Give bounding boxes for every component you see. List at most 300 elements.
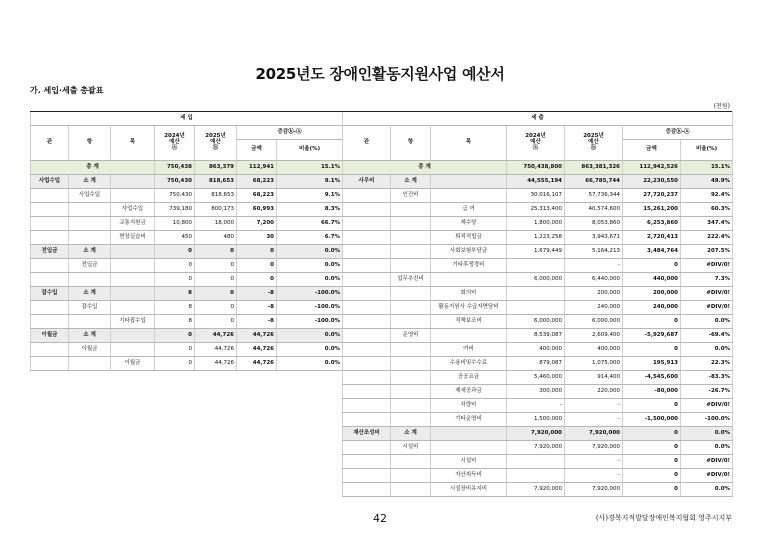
cell-mok: 회의비 xyxy=(431,287,507,301)
cell-gwan: 사업수입 xyxy=(31,175,69,189)
cell-hang xyxy=(391,469,431,483)
cell-hang xyxy=(391,357,431,371)
cell-2025: 818,653 xyxy=(195,189,237,203)
cell-mok xyxy=(111,273,155,287)
total-label: 총 계 xyxy=(343,161,507,175)
cell-2025: 66,785,744 xyxy=(565,175,623,189)
cell-amount: -80,000 xyxy=(623,385,681,399)
table-row xyxy=(343,217,733,231)
cell-amount: 0 xyxy=(623,483,681,497)
cell-2024: 0 xyxy=(155,329,195,343)
cell-hang xyxy=(391,203,431,217)
cell-amount: 0 xyxy=(623,441,681,455)
cell-ratio: 15.1% xyxy=(277,161,343,175)
cell-amount: 44,726 xyxy=(237,343,277,357)
table-row xyxy=(31,357,343,371)
cell-2024: 1,679,449 xyxy=(507,245,565,259)
cell-2024: 750,430 xyxy=(155,189,195,203)
cell-2024: 750,438 xyxy=(155,161,195,175)
cell-hang xyxy=(391,385,431,399)
table-row xyxy=(343,399,733,413)
cell-amount: 15,261,200 xyxy=(623,203,681,217)
cell-hang: 소 계 xyxy=(69,329,111,343)
col-mok: 목 xyxy=(431,126,507,161)
cell-ratio: -100.0% xyxy=(277,301,343,315)
cell-gwan: 사무비 xyxy=(343,175,391,189)
cell-ratio: -100.0% xyxy=(277,315,343,329)
cell-2025: 6,000,000 xyxy=(565,315,623,329)
income-body xyxy=(31,161,343,371)
cell-hang: 소 계 xyxy=(69,175,111,189)
cell-mok xyxy=(111,259,155,273)
cell-mok xyxy=(111,343,155,357)
cell-ratio: 0.0% xyxy=(681,343,733,357)
cell-amount: 6,253,860 xyxy=(623,217,681,231)
cell-mok: 수용비및수수료 xyxy=(431,357,507,371)
cell-2024: 5,460,000 xyxy=(507,371,565,385)
cell-mok: 직책보조비 xyxy=(431,315,507,329)
cell-hang xyxy=(391,371,431,385)
cell-ratio: 0.0% xyxy=(681,315,733,329)
cell-2025: - xyxy=(565,259,623,273)
cell-2024: 25,313,400 xyxy=(507,203,565,217)
cell-2025: 57,736,344 xyxy=(565,189,623,203)
col-hang: 항 xyxy=(391,126,431,161)
cell-2024 xyxy=(507,287,565,301)
cell-ratio: -83.3% xyxy=(681,371,733,385)
cell-amount: 0 xyxy=(623,343,681,357)
cell-mok: 사업수입 xyxy=(111,203,155,217)
cell-amount: -8 xyxy=(237,315,277,329)
cell-hang xyxy=(391,399,431,413)
cell-2025: 400,000 xyxy=(565,343,623,357)
col-mok: 목 xyxy=(111,126,155,161)
table-row xyxy=(343,385,733,399)
cell-mok: 교통지원금 xyxy=(111,217,155,231)
cell-amount: 0 xyxy=(237,259,277,273)
cell-amount: -4,545,600 xyxy=(623,371,681,385)
cell-gwan xyxy=(343,315,391,329)
expense-body xyxy=(343,161,733,497)
cell-gwan xyxy=(343,189,391,203)
cell-ratio: 0.0% xyxy=(277,259,343,273)
cell-hang xyxy=(391,343,431,357)
col-2024: 2024년 예산 ⓐ xyxy=(155,126,195,161)
cell-hang xyxy=(391,245,431,259)
cell-2024: 44,555,194 xyxy=(507,175,565,189)
cell-ratio: 0.0% xyxy=(277,357,343,371)
cell-mok xyxy=(431,189,507,203)
cell-2025: 3,943,671 xyxy=(565,231,623,245)
cell-mok: 여비 xyxy=(431,343,507,357)
cell-2025: 44,726 xyxy=(195,329,237,343)
section-subtitle: 가. 세입·세출 총괄표 xyxy=(30,86,104,95)
table-row xyxy=(31,273,343,287)
col-gwan: 관 xyxy=(343,126,391,161)
table-row xyxy=(343,273,733,287)
cell-ratio: 0.0% xyxy=(681,441,733,455)
cell-gwan xyxy=(31,259,69,273)
cell-gwan xyxy=(343,329,391,343)
table-row xyxy=(31,329,343,343)
cell-mok: 기타후생경비 xyxy=(431,259,507,273)
cell-2025: 0 xyxy=(195,245,237,259)
cell-amount: 112,942,526 xyxy=(623,161,681,175)
cell-amount: 7,200 xyxy=(237,217,277,231)
cell-ratio: 0.0% xyxy=(277,273,343,287)
table-row xyxy=(343,203,733,217)
cell-amount: 30 xyxy=(237,231,277,245)
cell-2024: 739,180 xyxy=(155,203,195,217)
cell-gwan xyxy=(343,273,391,287)
cell-hang: 운영비 xyxy=(391,329,431,343)
cell-mok: 활동지원사 수급자면담비 xyxy=(431,301,507,315)
cell-mok xyxy=(431,175,507,189)
cell-2024: 879,087 xyxy=(507,357,565,371)
cell-gwan xyxy=(343,413,391,427)
cell-ratio: 0.0% xyxy=(681,427,733,441)
cell-ratio: 7.3% xyxy=(681,273,733,287)
cell-2025: 200,000 xyxy=(565,287,623,301)
cell-2025: 7,920,000 xyxy=(565,427,623,441)
cell-2024: 0 xyxy=(155,259,195,273)
cell-2025: 0 xyxy=(195,273,237,287)
cell-gwan xyxy=(31,301,69,315)
cell-hang xyxy=(391,455,431,469)
cell-hang: 잡수입 xyxy=(69,301,111,315)
cell-mok xyxy=(431,441,507,455)
cell-ratio: 0.0% xyxy=(277,245,343,259)
cell-gwan xyxy=(31,217,69,231)
cell-2024: 0 xyxy=(155,273,195,287)
cell-2025: 6,440,000 xyxy=(565,273,623,287)
cell-hang xyxy=(391,413,431,427)
page-title: 2025년도 장애인활동지원사업 예산서 xyxy=(255,65,505,83)
cell-amount: 3,484,764 xyxy=(623,245,681,259)
cell-mok xyxy=(431,427,507,441)
cell-mok xyxy=(431,329,507,343)
cell-ratio: 8.3% xyxy=(277,203,343,217)
cell-mok: 퇴직적립금 xyxy=(431,231,507,245)
cell-2025: 1,075,000 xyxy=(565,357,623,371)
cell-mok: 기타잡수입 xyxy=(111,315,155,329)
cell-amount: 0 xyxy=(623,455,681,469)
cell-2024 xyxy=(507,301,565,315)
cell-mok: 이월금 xyxy=(111,357,155,371)
cell-gwan: 재산조성비 xyxy=(343,427,391,441)
cell-gwan xyxy=(343,287,391,301)
cell-amount: 0 xyxy=(623,399,681,413)
cell-2025: - xyxy=(565,399,623,413)
cell-gwan xyxy=(31,231,69,245)
cell-hang: 사업수입 xyxy=(69,189,111,203)
cell-ratio: -100.0% xyxy=(681,413,733,427)
cell-2025: 914,400 xyxy=(565,371,623,385)
col-gwan: 관 xyxy=(31,126,69,161)
cell-gwan xyxy=(343,371,391,385)
cell-2024: 1,800,000 xyxy=(507,217,565,231)
unit-label: (천원) xyxy=(713,103,730,110)
cell-amount: 0 xyxy=(237,245,277,259)
cell-mok: 급 여 xyxy=(431,203,507,217)
table-row xyxy=(31,301,343,315)
expense-table xyxy=(342,111,733,497)
cell-hang: 소 계 xyxy=(391,427,431,441)
income-header: 세 입 xyxy=(31,112,343,126)
table-row xyxy=(31,315,343,329)
cell-amount: 0 xyxy=(237,273,277,287)
cell-2025: 40,574,600 xyxy=(565,203,623,217)
expense-header: 세 출 xyxy=(343,112,733,126)
col-ratio: 비율(%) xyxy=(681,140,733,161)
cell-2025: 863,379 xyxy=(195,161,237,175)
cell-ratio: -100.0% xyxy=(277,287,343,301)
cell-gwan xyxy=(343,203,391,217)
cell-2025: 0 xyxy=(195,259,237,273)
cell-mok xyxy=(111,245,155,259)
cell-gwan xyxy=(343,469,391,483)
cell-gwan xyxy=(343,399,391,413)
cell-hang xyxy=(391,483,431,497)
table-row xyxy=(343,329,733,343)
table-row xyxy=(343,441,733,455)
table-row xyxy=(343,455,733,469)
cell-2025: 7,920,000 xyxy=(565,483,623,497)
cell-hang xyxy=(69,203,111,217)
cell-2024: 7,920,000 xyxy=(507,441,565,455)
cell-amount: 0 xyxy=(623,469,681,483)
col-hang: 항 xyxy=(69,126,111,161)
cell-amount: 112,941 xyxy=(237,161,277,175)
cell-mok: 현장실습비 xyxy=(111,231,155,245)
cell-2024: 6,000,000 xyxy=(507,315,565,329)
cell-2024: 450 xyxy=(155,231,195,245)
cell-2025: 220,000 xyxy=(565,385,623,399)
cell-ratio: 347.4% xyxy=(681,217,733,231)
cell-gwan xyxy=(31,189,69,203)
col-ratio: 비율(%) xyxy=(277,140,343,161)
cell-2024: 7,920,000 xyxy=(507,427,565,441)
cell-amount: 0 xyxy=(623,427,681,441)
cell-amount: 27,720,237 xyxy=(623,189,681,203)
cell-hang: 인건비 xyxy=(391,189,431,203)
cell-amount: 60,993 xyxy=(237,203,277,217)
table-row xyxy=(31,231,343,245)
col-2025: 2025년 예산 ⓑ xyxy=(195,126,237,161)
cell-2024: 0 xyxy=(155,357,195,371)
cell-ratio: 0.0% xyxy=(681,483,733,497)
cell-2024: 7,920,000 xyxy=(507,483,565,497)
cell-hang xyxy=(391,315,431,329)
cell-gwan xyxy=(343,245,391,259)
cell-mok: 차량비 xyxy=(431,399,507,413)
cell-2024: 8,539,087 xyxy=(507,329,565,343)
col-diff: 증감ⓑ-ⓐ xyxy=(623,126,733,140)
cell-hang xyxy=(69,231,111,245)
cell-ratio: 66.7% xyxy=(277,217,343,231)
col-2025: 2025년 예산 ⓑ xyxy=(565,126,623,161)
cell-2024: 300,000 xyxy=(507,385,565,399)
table-row xyxy=(31,245,343,259)
cell-hang xyxy=(391,259,431,273)
cell-2024 xyxy=(507,469,565,483)
cell-amount: -8 xyxy=(237,301,277,315)
table-row xyxy=(343,231,733,245)
cell-amount: -8 xyxy=(237,287,277,301)
col-amount: 금액 xyxy=(623,140,681,161)
cell-2024: 10,800 xyxy=(155,217,195,231)
cell-gwan xyxy=(31,315,69,329)
cell-gwan xyxy=(343,385,391,399)
table-row xyxy=(31,259,343,273)
cell-hang: 전입금 xyxy=(69,259,111,273)
cell-2024: 400,000 xyxy=(507,343,565,357)
table-row xyxy=(31,217,343,231)
cell-amount: 68,223 xyxy=(237,189,277,203)
cell-mok: 사회보험부담금 xyxy=(431,245,507,259)
table-row xyxy=(31,203,343,217)
cell-2025: 5,164,213 xyxy=(565,245,623,259)
cell-2025: 44,726 xyxy=(195,357,237,371)
cell-amount: -1,500,000 xyxy=(623,413,681,427)
cell-2025: 18,000 xyxy=(195,217,237,231)
cell-ratio: -69.4% xyxy=(681,329,733,343)
table-row xyxy=(31,343,343,357)
cell-2024: 1,223,258 xyxy=(507,231,565,245)
cell-mok: 공공요금 xyxy=(431,371,507,385)
cell-amount: 44,726 xyxy=(237,357,277,371)
cell-mok xyxy=(111,189,155,203)
cell-amount: -5,929,687 xyxy=(623,329,681,343)
cell-2025: 0 xyxy=(195,315,237,329)
cell-2024: 6,000,000 xyxy=(507,273,565,287)
table-row xyxy=(343,469,733,483)
cell-amount: 195,913 xyxy=(623,357,681,371)
cell-2025: 2,609,400 xyxy=(565,329,623,343)
cell-gwan xyxy=(343,217,391,231)
table-row xyxy=(343,259,733,273)
cell-ratio: #DIV/0! xyxy=(681,469,733,483)
col-2024: 2024년 예산 ⓐ xyxy=(507,126,565,161)
cell-2025: 0 xyxy=(195,287,237,301)
table-row xyxy=(343,357,733,371)
total-row xyxy=(31,161,343,175)
cell-2025: - xyxy=(565,413,623,427)
cell-amount: 2,720,413 xyxy=(623,231,681,245)
cell-hang: 시설비 xyxy=(391,441,431,455)
cell-gwan xyxy=(343,483,391,497)
cell-mok: 시설장비유지비 xyxy=(431,483,507,497)
table-row xyxy=(343,315,733,329)
table-row xyxy=(343,371,733,385)
cell-ratio: 207.5% xyxy=(681,245,733,259)
cell-hang xyxy=(69,273,111,287)
cell-amount: 22,230,550 xyxy=(623,175,681,189)
cell-gwan: 이월금 xyxy=(31,329,69,343)
cell-hang xyxy=(69,357,111,371)
cell-amount: 44,726 xyxy=(237,329,277,343)
cell-hang: 이월금 xyxy=(69,343,111,357)
cell-mok: 기타운영비 xyxy=(431,413,507,427)
cell-2024: 8 xyxy=(155,287,195,301)
cell-gwan: 잡수입 xyxy=(31,287,69,301)
total-label: 총 계 xyxy=(31,161,155,175)
cell-mok: 자산취득비 xyxy=(431,469,507,483)
cell-gwan xyxy=(31,343,69,357)
cell-2024: 1,500,000 xyxy=(507,413,565,427)
cell-ratio: 9.1% xyxy=(277,189,343,203)
cell-2024: 30,016,107 xyxy=(507,189,565,203)
cell-gwan xyxy=(343,455,391,469)
cell-2024 xyxy=(507,259,565,273)
cell-2025: - xyxy=(565,455,623,469)
table-row xyxy=(31,287,343,301)
cell-2025: 8,053,860 xyxy=(565,217,623,231)
cell-mok xyxy=(111,329,155,343)
cell-hang: 소 계 xyxy=(391,175,431,189)
cell-2024: 8 xyxy=(155,315,195,329)
cell-hang: 소 계 xyxy=(69,245,111,259)
cell-2025: 7,920,000 xyxy=(565,441,623,455)
cell-gwan xyxy=(343,357,391,371)
cell-ratio: #DIV/0! xyxy=(681,399,733,413)
cell-hang: 소 계 xyxy=(69,287,111,301)
table-row xyxy=(343,343,733,357)
cell-mok xyxy=(111,175,155,189)
cell-2024 xyxy=(507,455,565,469)
cell-amount: 0 xyxy=(623,259,681,273)
cell-amount: 240,000 xyxy=(623,301,681,315)
table-row xyxy=(31,175,343,189)
cell-mok xyxy=(111,287,155,301)
organization-name: (사)경북지적발달장애인복지협회 영주시지부 xyxy=(595,514,732,522)
cell-ratio: 22.3% xyxy=(681,357,733,371)
cell-gwan xyxy=(343,441,391,455)
cell-2025: 800,173 xyxy=(195,203,237,217)
col-diff: 증감ⓑ-ⓐ xyxy=(237,126,343,140)
cell-2025: 240,000 xyxy=(565,301,623,315)
cell-ratio: #DIV/0! xyxy=(681,301,733,315)
cell-ratio: 60.3% xyxy=(681,203,733,217)
cell-gwan xyxy=(31,357,69,371)
cell-2024: - xyxy=(507,399,565,413)
cell-ratio: 92.4% xyxy=(681,189,733,203)
cell-2024: 750,430 xyxy=(155,175,195,189)
cell-2024: 0 xyxy=(155,343,195,357)
cell-amount: 440,000 xyxy=(623,273,681,287)
income-table xyxy=(30,111,343,371)
cell-hang xyxy=(69,315,111,329)
cell-2025: 44,726 xyxy=(195,343,237,357)
table-row xyxy=(343,301,733,315)
cell-gwan: 전입금 xyxy=(31,245,69,259)
cell-mok: 제수당 xyxy=(431,217,507,231)
cell-2024: 0 xyxy=(155,245,195,259)
col-amount: 금액 xyxy=(237,140,277,161)
cell-gwan xyxy=(31,203,69,217)
cell-2025: 0 xyxy=(195,301,237,315)
cell-2025: 818,653 xyxy=(195,175,237,189)
cell-2024: 750,438,800 xyxy=(507,161,565,175)
cell-hang xyxy=(391,217,431,231)
cell-amount: 0 xyxy=(623,315,681,329)
table-row xyxy=(343,413,733,427)
cell-gwan xyxy=(343,231,391,245)
cell-hang xyxy=(391,231,431,245)
cell-hang xyxy=(391,301,431,315)
cell-mok xyxy=(431,273,507,287)
cell-ratio: -26.7% xyxy=(681,385,733,399)
